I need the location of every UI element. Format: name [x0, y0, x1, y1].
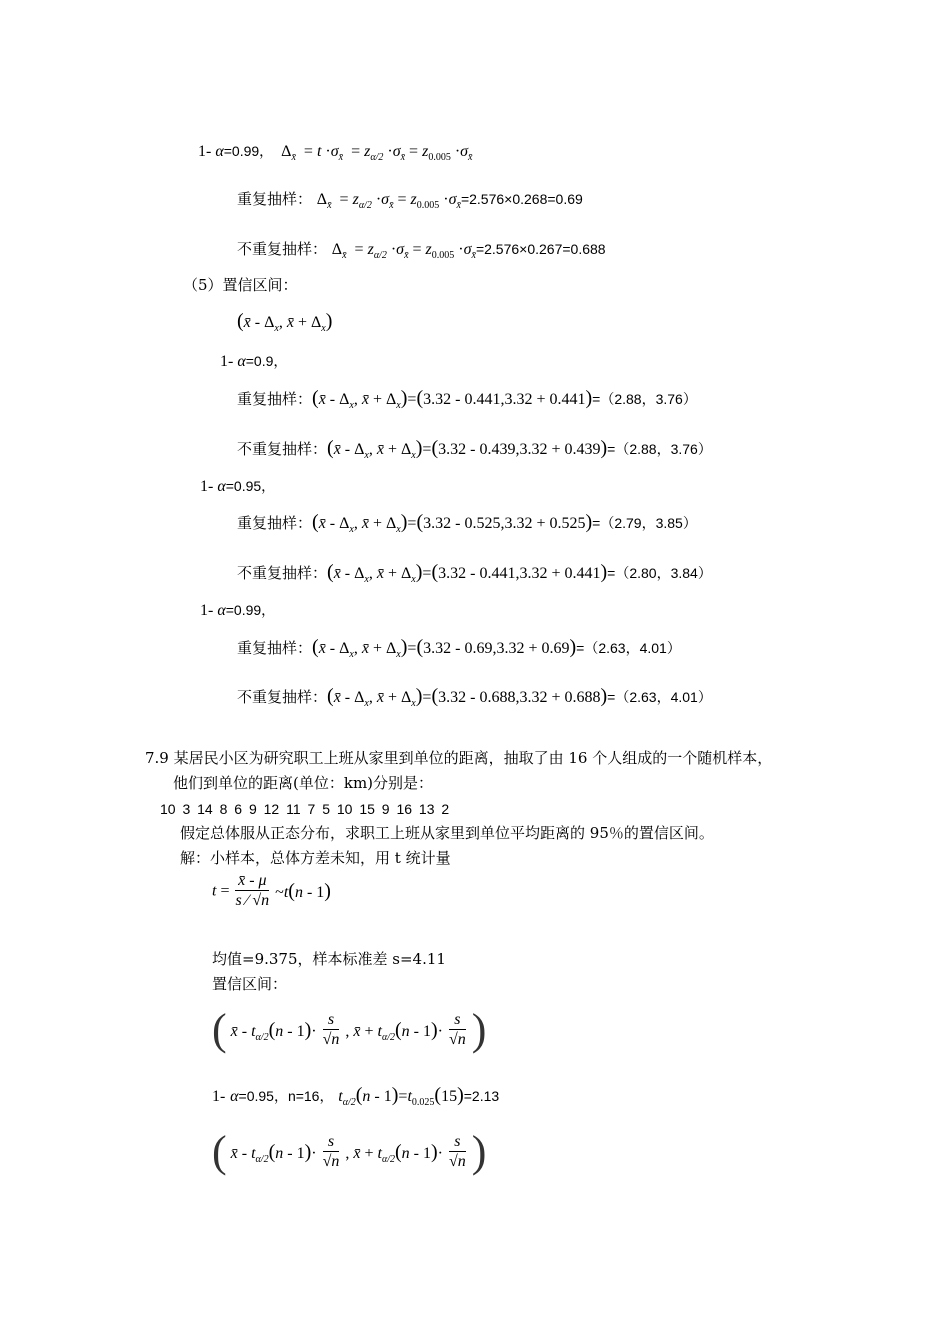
- rep-calc-099: =2.576×0.268=0.69: [460, 191, 583, 207]
- t-ci-formula-1: ( x̄ - $t_{\alpha/2}(n - 1)\cdot$ $\frac{s}{√n}$ , x̄ + $t_{\alpha/2}(n - 1)\cdot$ $\frac{s}{√n}$ ): [212, 1005, 487, 1054]
- t-statistic-formula: t = $\frac{x̄ - \mu}{s ⁄ √n}$ ~t(n - 1): [212, 872, 331, 909]
- alpha-099-formula: 1- α=0.99， $\Delta_{x̄} = t \cdot\sigma_{x̄} = z_{\alpha/2} \cdot\sigma_{x̄} = z_{0.005} \cdot\sigma_{x̄}$: [198, 143, 473, 163]
- norep-label: 不重复抽样：: [237, 240, 328, 258]
- norep-09-line: 不重复抽样：(x̄ - $\Delta_x$, x̄ + $\Delta_x)=(3.32 - 0.439,3.32 + 0.439)=(2.88$，3.76）: [237, 437, 712, 461]
- alpha-095-line: 1- α=0.95，: [200, 478, 276, 495]
- problem-assumption: 假定总体服从正态分布，求职工上班从家里到单位平均距离的 95％的置信区间。: [180, 824, 714, 842]
- rep-095-numbers: 3.32 - 0.525,3.32 + 0.525: [423, 515, 586, 532]
- norep-09-result: =（2.88，3.76）: [607, 441, 712, 457]
- norep-09-numbers: 3.32 - 0.439,3.32 + 0.439: [438, 441, 601, 458]
- norep-calc-099: =2.576×0.267=0.688: [475, 241, 606, 257]
- rep-09-result: =（2.88，3.76）: [592, 391, 697, 407]
- t-value-line: 1- α=0.95，n=16， $t_{\alpha/2}(n - 1)=t_{0.025}(15)=2.13$: [212, 1084, 500, 1108]
- t-ci-formula-2: ( x̄ - $t_{\alpha/2}(n - 1)\cdot$ $\frac{s}{√n}$ , x̄ + $t_{\alpha/2}(n - 1)\cdot$ $\frac{s}{√n}$ ): [212, 1127, 487, 1176]
- rep-09-numbers: 3.32 - 0.441,3.32 + 0.441: [423, 391, 586, 408]
- norep-099-numbers: 3.32 - 0.688,3.32 + 0.688: [438, 689, 601, 706]
- rep-095-line: 重复抽样：(x̄ - $\Delta_x$, x̄ + $\Delta_x)=(3.32 - 0.525,3.32 + 0.525)=(2.79$，3.85）: [237, 511, 697, 535]
- problem-7-9-text: 7.9 某居民小区为研究职工上班从家里到单位的距离，抽取了由 16 个人组成的一个随机样本，: [145, 749, 773, 767]
- solution-intro: 解：小样本，总体方差未知，用 t 统计量: [180, 849, 451, 867]
- alpha-09-line: 1- α=0.9，: [220, 353, 288, 370]
- rep-09-line: 重复抽样：(x̄ - $\Delta_x$, x̄ + $\Delta_x)=(3.32 - 0.441,3.32 + 0.441)=(2.88$，3.76）: [237, 387, 697, 411]
- alpha-09-value: =0.9，: [245, 353, 288, 369]
- mean-std-line: 均值=9.375，样本标准差 s=4.11: [212, 950, 446, 968]
- problem-7-9-text-2: 他们到单位的距离(单位：km)分别是：: [173, 774, 434, 792]
- ci-label: 置信区间：: [212, 975, 288, 993]
- rep-099-numbers: 3.32 - 0.69,3.32 + 0.69: [423, 640, 570, 657]
- alpha-099-line: 1- α=0.99，: [200, 602, 276, 619]
- norep-099-result: =（2.63，4.01）: [607, 689, 712, 705]
- one-minus: 1-: [198, 143, 212, 160]
- alpha-value: =0.99，: [223, 143, 274, 159]
- rep-099-line: 重复抽样：(x̄ - $\Delta_x$, x̄ + $\Delta_x)=(3.32 - 0.69,3.32 + 0.69)=(2.63$，4.01）: [237, 636, 681, 660]
- df-value: 15: [441, 1088, 458, 1105]
- rep-sampling-099-line: 重复抽样： $\Delta_{x̄} = z_{\alpha/2} \cdot\sigma_{x̄} = z_{0.005} \cdot\sigma_{x̄}=2.576\times 0.268=0.69$: [237, 190, 583, 211]
- norep-095-line: 不重复抽样：(x̄ - $\Delta_x$, x̄ + $\Delta_x)=(3.32 - 0.441,3.32 + 0.441)=(2.80$，3.84）: [237, 561, 712, 585]
- rep-label: 重复抽样：: [237, 190, 313, 208]
- norep-099-line: 不重复抽样：(x̄ - $\Delta_x$, x̄ + $\Delta_x)=(3.32 - 0.688,3.32 + 0.688)=(2.63$，4.01）: [237, 685, 712, 709]
- ci-generic-formula: (x̄ - $\Delta_x$, x̄ + $\Delta_x$): [237, 310, 333, 334]
- norep-095-numbers: 3.32 - 0.441,3.32 + 0.441: [438, 565, 601, 582]
- distance-data: 10 3 14 8 6 9 12 11 7 5 10 15 9 16 13 2: [160, 801, 450, 817]
- section-5-heading: （5）置信区间：: [183, 276, 298, 294]
- rep-095-result: =（2.79，3.85）: [592, 515, 697, 531]
- alpha-n-values: =0.95，n=16，: [238, 1088, 334, 1104]
- rep-099-result: =（2.63，4.01）: [576, 640, 681, 656]
- norep-sampling-099-line: 不重复抽样： $\Delta_{x̄} = z_{\alpha/2} \cdot\sigma_{x̄} = z_{0.005} \cdot\sigma_{x̄}=2.576\times 0.267=0.688$: [237, 240, 606, 261]
- alpha-099-value: =0.99，: [225, 602, 276, 618]
- norep-095-result: =（2.80，3.84）: [607, 565, 712, 581]
- alpha-symbol: α: [215, 143, 224, 160]
- t-critical-value: =2.13: [463, 1088, 500, 1104]
- alpha-095-value: =0.95，: [225, 478, 276, 494]
